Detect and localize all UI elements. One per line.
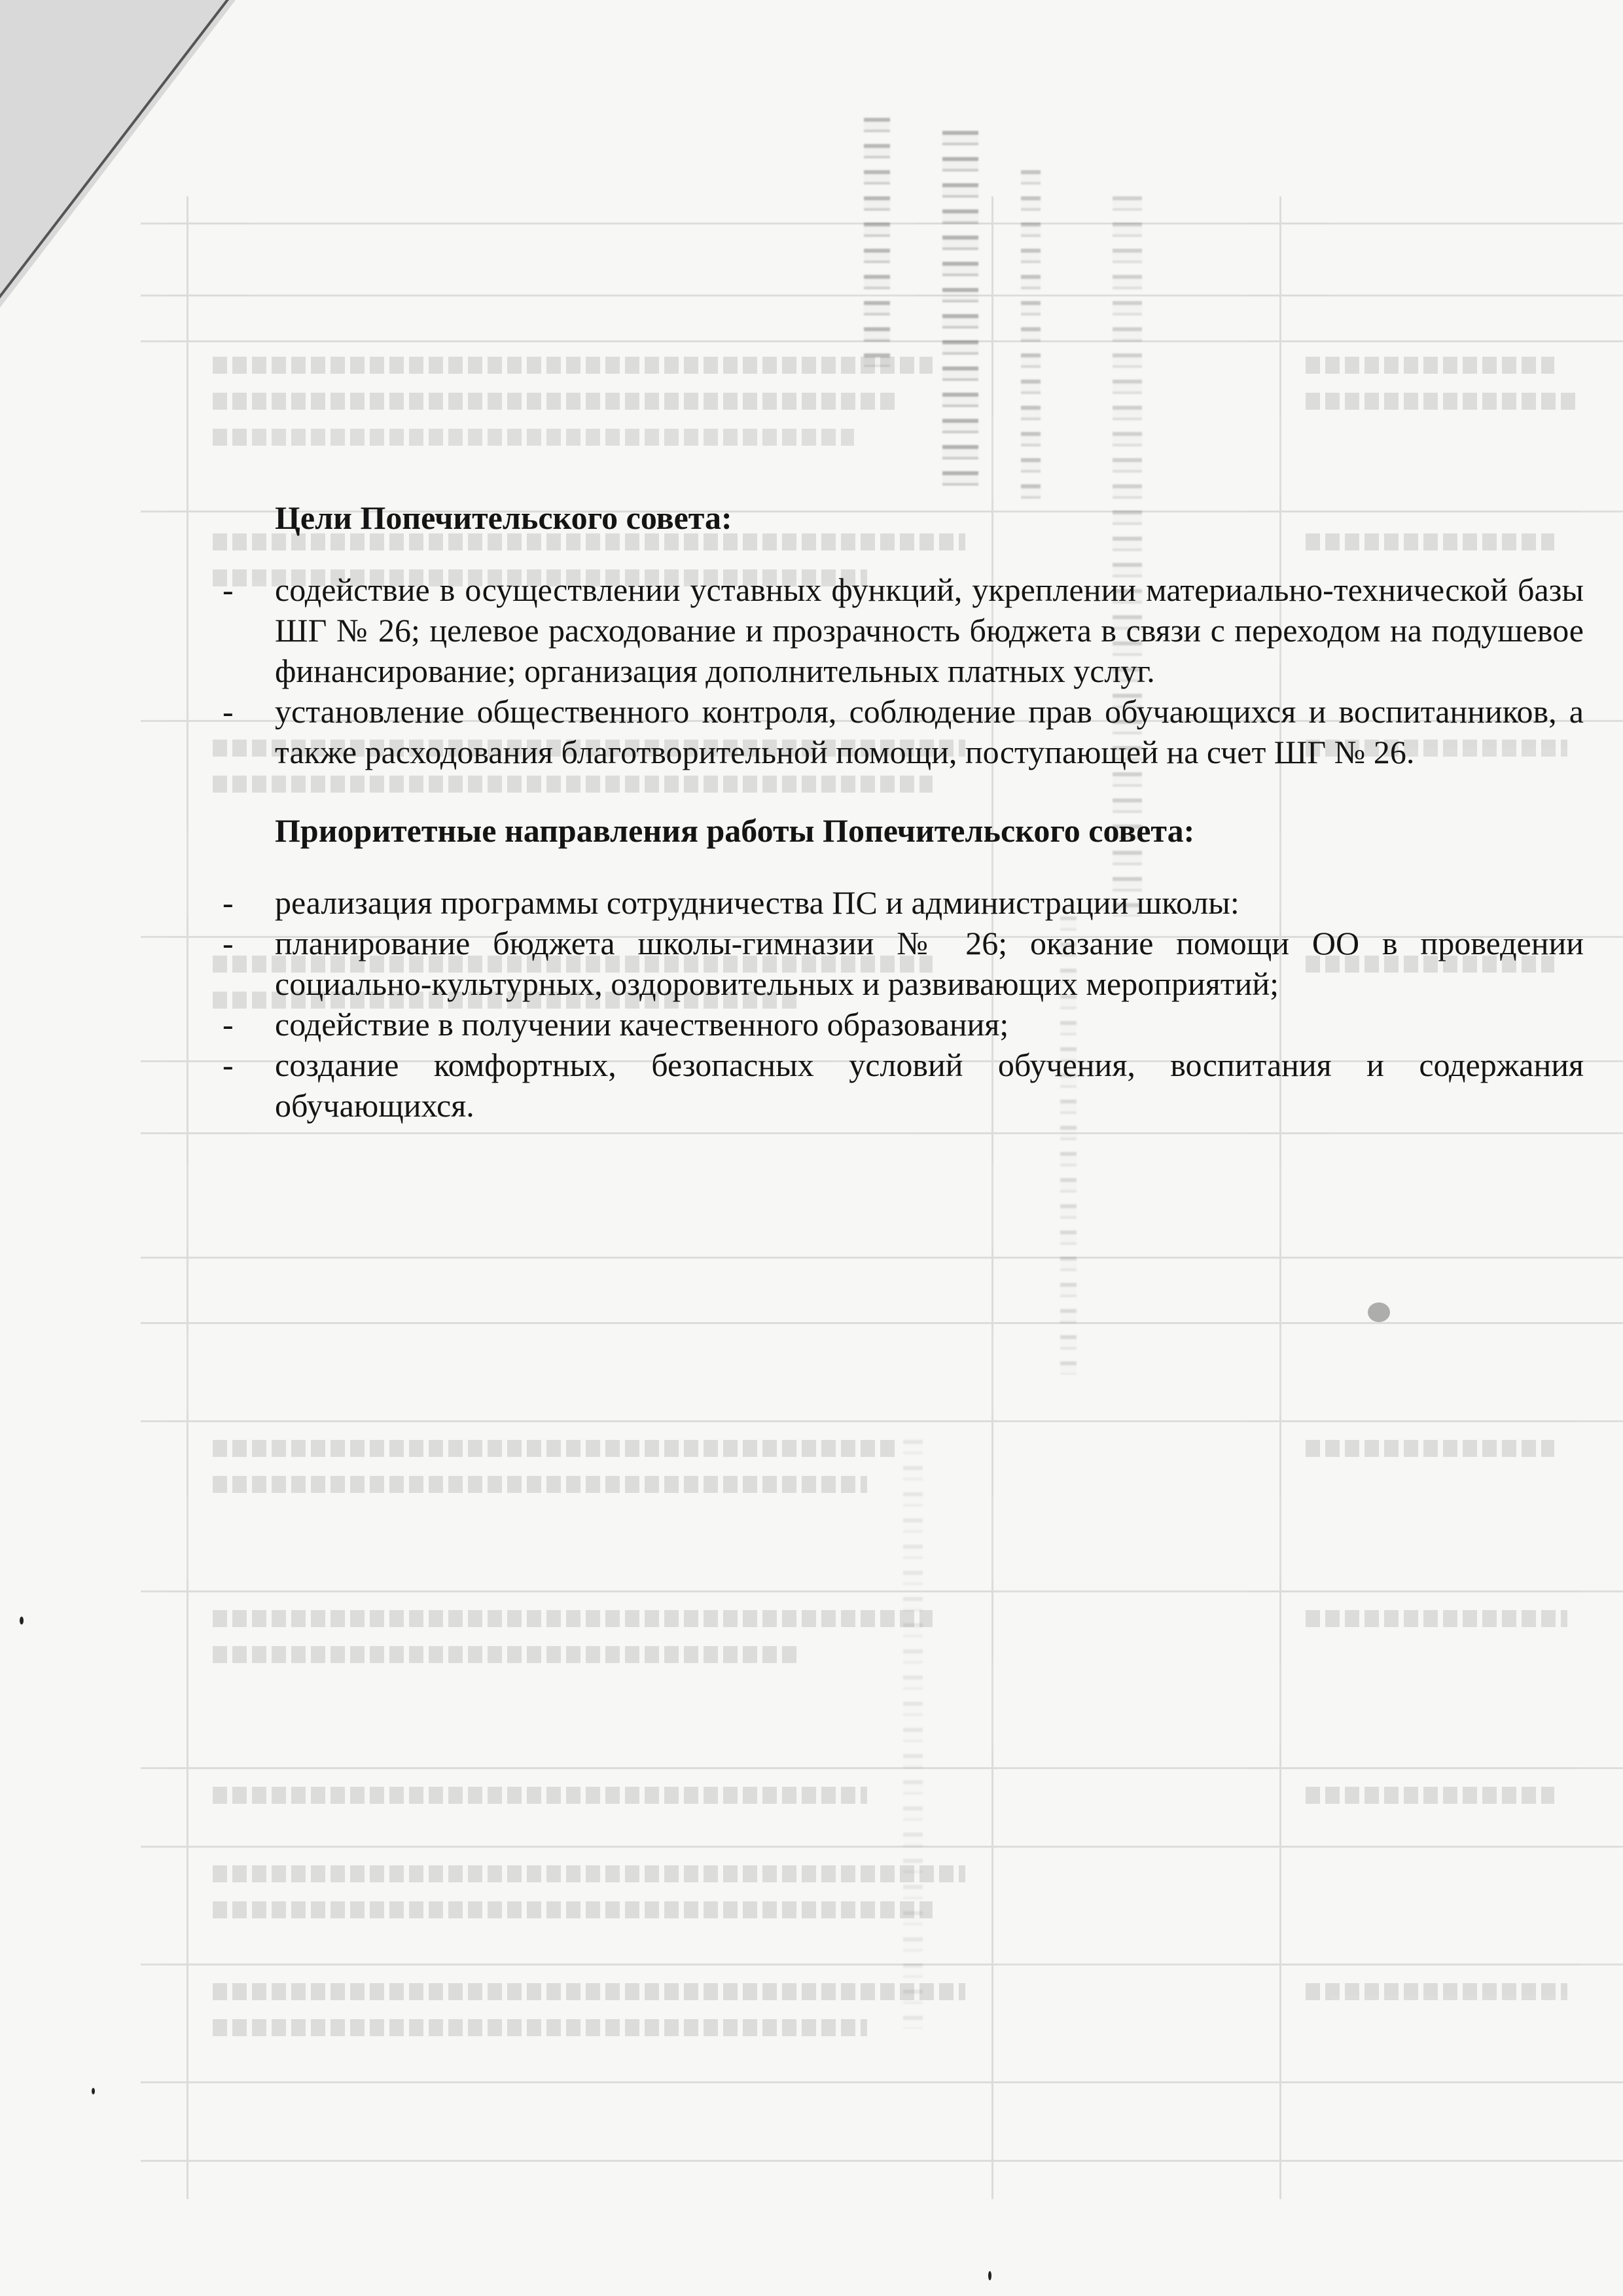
goals-heading: Цели Попечительского совета: — [275, 499, 732, 536]
dash-bullet: - — [223, 884, 234, 921]
dash-bullet: - — [223, 693, 234, 730]
goals-list — [216, 569, 1584, 772]
scan-streak — [1021, 170, 1041, 511]
document-body — [216, 497, 1584, 1126]
goals-item-text: содействие в осуществлении уставных функций, укреплении материально-технической базы ШГ № 26; целевое расходование и прозрачность бюджета в связи с переходом на подушевое финансирование; организация дополнительных платных услуг. — [275, 571, 1584, 689]
speck — [92, 2088, 95, 2094]
show-through-table — [141, 196, 1623, 2199]
priorities-list-item — [216, 923, 1584, 1004]
scan-streak — [903, 1440, 923, 2029]
priorities-list-item — [216, 882, 1584, 923]
goals-list-item — [216, 569, 1584, 691]
dash-bullet: - — [223, 1006, 234, 1043]
dash-bullet: - — [223, 571, 234, 608]
dash-bullet: - — [223, 1047, 234, 1083]
priorities-item-text: создание комфортных, безопасных условий обучения, воспитания и содержания обучающихся. — [275, 1047, 1584, 1124]
priorities-list-item — [216, 1004, 1584, 1045]
scan-streak — [864, 118, 890, 367]
priorities-list-item — [216, 1045, 1584, 1126]
priorities-item-text: реализация программы сотрудничества ПС и администрации школы: — [275, 884, 1240, 921]
speck — [988, 2271, 991, 2280]
goals-list-item — [216, 691, 1584, 772]
priorities-item-text: планирование бюджета школы-гимназии № 26; оказание помощи ОО в проведении социально-культурных, оздоровительных и развивающих мероприятий; — [275, 925, 1584, 1002]
speck — [20, 1617, 24, 1624]
goals-item-text: установление общественного контроля, соблюдение прав обучающихся и воспитанников, а также расходования благотворительной помощи, поступающей на счет ШГ № 26. — [275, 693, 1584, 770]
dash-bullet: - — [223, 925, 234, 961]
speck — [1368, 1302, 1390, 1322]
scan-streak — [942, 131, 978, 497]
priorities-heading: Приоритетные направления работы Попечительского совета: — [275, 812, 1195, 849]
priorities-list — [216, 882, 1584, 1126]
priorities-item-text: содействие в получении качественного образования; — [275, 1006, 1009, 1043]
